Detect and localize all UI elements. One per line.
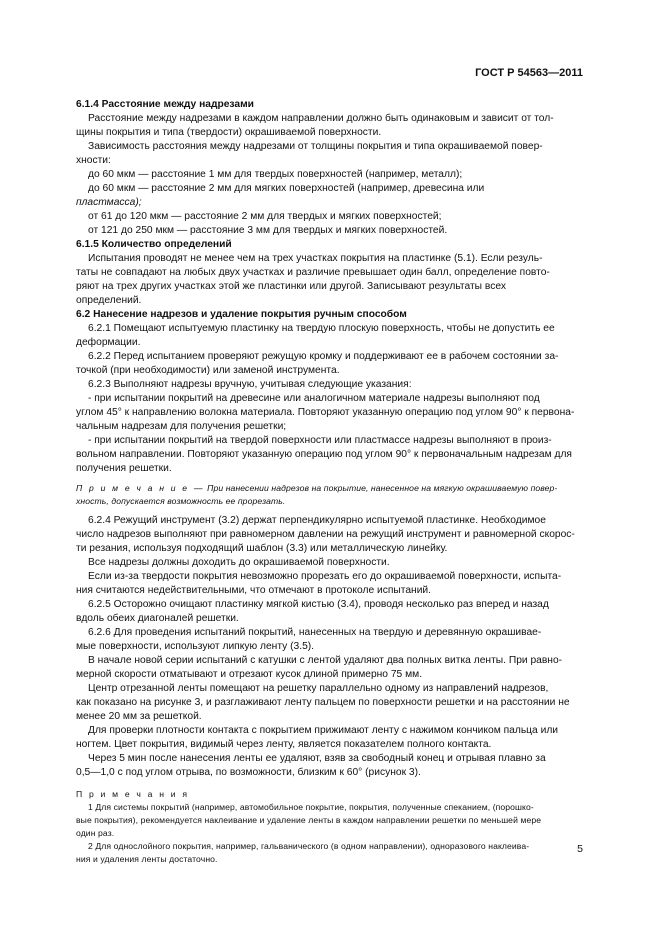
- text-line: - при испытании покрытий на твердой поверхности или пластмассе надрезы выполняют в произ-: [88, 435, 552, 446]
- text-line: вдоль обеих диагоналей решетки.: [76, 613, 239, 624]
- note-line: 2 Для однослойного покрытия, например, гальванического (в одном направлении), одноразового наклеива-: [88, 841, 530, 851]
- text-line: 6.2.1 Помещают испытуемую пластинку на твердую плоскую поверхность, чтобы не допустить ее: [88, 323, 555, 334]
- text-line: Расстояние между надрезами в каждом направлении должно быть одинаковым и зависит от тол-: [88, 113, 554, 124]
- note-line: ния и удаления ленты достаточно.: [76, 854, 218, 864]
- text-line: как показано на рисунке 3, и разглаживают ленту пальцем по поверхности решетки и на расстоянии не: [76, 697, 570, 708]
- notes-list: [76, 801, 586, 866]
- note-1-line-1: хность, допускается возможность ее прорезать.: [76, 496, 286, 506]
- standard-header: ГОСТ Р 54563—2011: [475, 67, 583, 79]
- text-line: до 60 мкм — расстояние 1 мм для твердых поверхностей (например, металл);: [88, 169, 463, 180]
- text-line: Для проверки плотности контакта с покрытием прижимают ленту с нажимом кончиком пальца или: [88, 725, 559, 736]
- text-line: ти резания, используя подходящий шаблон (3.3) или металлическую линейку.: [76, 543, 448, 554]
- notes-section: [76, 788, 586, 866]
- text-line: вольном направлении. Повторяют указанную операцию под углом 90° к первоначальным надрезам для: [76, 449, 572, 460]
- text-line: от 61 до 120 мкм — расстояние 2 мм для твердых и мягких поверхностей;: [88, 211, 442, 222]
- text-line: получения решетки.: [76, 463, 172, 474]
- text-line: мерной скорости отматывают и отрезают кусок длиной примерно 75 мм.: [76, 669, 423, 680]
- main-text-block-2: [76, 514, 586, 780]
- text-line: Испытания проводят не менее чем на трех участках покрытия на пластинке (5.1). Если резуль-: [88, 253, 543, 264]
- text-line: 6.2.4 Режущий инструмент (3.2) держат перпендикулярно испытуемой пластинке. Необходимое: [88, 515, 546, 526]
- text-line: 6.2.5 Осторожно очищают пластинку мягкой кистью (3.4), проводя несколько раз вперед и назад: [88, 599, 549, 610]
- text-line: хности:: [76, 155, 111, 166]
- text-line: число надрезов выполняют при равномерном давлении на режущий инструмент и равномерной скорос-: [76, 529, 575, 540]
- text-line: точкой (при необходимости) или заменой инструмента.: [76, 365, 340, 376]
- page-content: [76, 98, 586, 866]
- text-line: 6.1.5 Количество определений: [76, 239, 232, 250]
- page-number: 5: [577, 843, 583, 855]
- note-1-prefix: П р и м е ч а н и е —: [76, 483, 205, 493]
- text-line: - при испытании покрытий на древесине или аналогичном материале надрезы выполняют под: [88, 393, 540, 404]
- text-line: 6.1.4 Расстояние между надрезами: [76, 99, 254, 110]
- text-line: ряют на трех других участках этой же пластинки или другой. Записывают результаты всех: [76, 281, 506, 292]
- text-line: Через 5 мин после нанесения ленты ее удаляют, взяв за свободный конец и отрывая плавно за: [88, 753, 546, 764]
- note-line: вые покрытия), рекомендуется наклеивание и удаление ленты в каждом направлении решетки по меньшей мере: [76, 815, 542, 825]
- text-line: 6.2 Нанесение надрезов и удаление покрытия ручным способом: [76, 309, 407, 320]
- text-line: щины покрытия и типа (твердости) окрашиваемой поверхности.: [76, 127, 382, 138]
- text-line: Зависимость расстояния между надрезами от толщины покрытия и типа окрашиваемой повер-: [88, 141, 543, 152]
- text-line: менее 20 мм за решеткой.: [76, 711, 202, 722]
- text-line: Центр отрезанной ленты помещают на решетку параллельно одному из направлений надрезов,: [88, 683, 549, 694]
- text-line: таты не совпадают на любых двух участках и различие превышает один балл, определение повто-: [76, 267, 550, 278]
- text-line: 6.2.6 Для проведения испытаний покрытий, нанесенных на твердую и деревянную окрашивае-: [88, 627, 542, 638]
- main-text-block-1: [76, 98, 586, 476]
- text-line: углом 45° к направлению волокна материала. Повторяют указанную операцию под углом 90° к первона-: [76, 407, 575, 418]
- text-line: 6.2.2 Перед испытанием проверяют режущую кромку и поддерживают ее в рабочем состоянии за-: [88, 351, 559, 362]
- text-line: от 121 до 250 мкм — расстояние 3 мм для твердых и мягких поверхностей.: [88, 225, 448, 236]
- text-line: до 60 мкм — расстояние 2 мм для мягких поверхностей (например, древесина или: [88, 183, 485, 194]
- text-line: ногтем. Цвет покрытия, видимый через ленту, является показателем полного контакта.: [76, 739, 492, 750]
- notes-title: П р и м е ч а н и я: [76, 789, 190, 799]
- note-1-line-0: При нанесении надрезов на покрытие, нанесенное на мягкую окрашиваемую повер-: [207, 483, 558, 493]
- text-line: 6.2.3 Выполняют надрезы вручную, учитывая следующие указания:: [88, 379, 412, 390]
- text-line: Если из-за твердости покрытия невозможно прорезать его до окрашиваемой поверхности, испыта-: [88, 571, 562, 582]
- text-line: пластмасса);: [76, 197, 142, 208]
- text-line: чальным надрезам для получения решетки;: [76, 421, 287, 432]
- text-line: Все надрезы должны доходить до окрашиваемой поверхности.: [88, 557, 390, 568]
- text-line: В начале новой серии испытаний с катушки с лентой удаляют два полных витка ленты. При равно-: [88, 655, 563, 666]
- text-line: 0,5—1,0 с под углом отрыва, по возможности, близким к 60° (рисунок 3).: [76, 767, 421, 778]
- text-line: мые поверхности, используют липкую ленту (3.5).: [76, 641, 315, 652]
- note-1: [76, 482, 586, 508]
- text-line: ния считаются недействительными, что отмечают в протоколе испытаний.: [76, 585, 431, 596]
- text-line: определений.: [76, 295, 142, 306]
- text-line: деформации.: [76, 337, 141, 348]
- note-line: 1 Для системы покрытий (например, автомобильное покрытие, покрытия, полученные спеканием, (порошко-: [88, 802, 534, 812]
- note-line: один раз.: [76, 828, 115, 838]
